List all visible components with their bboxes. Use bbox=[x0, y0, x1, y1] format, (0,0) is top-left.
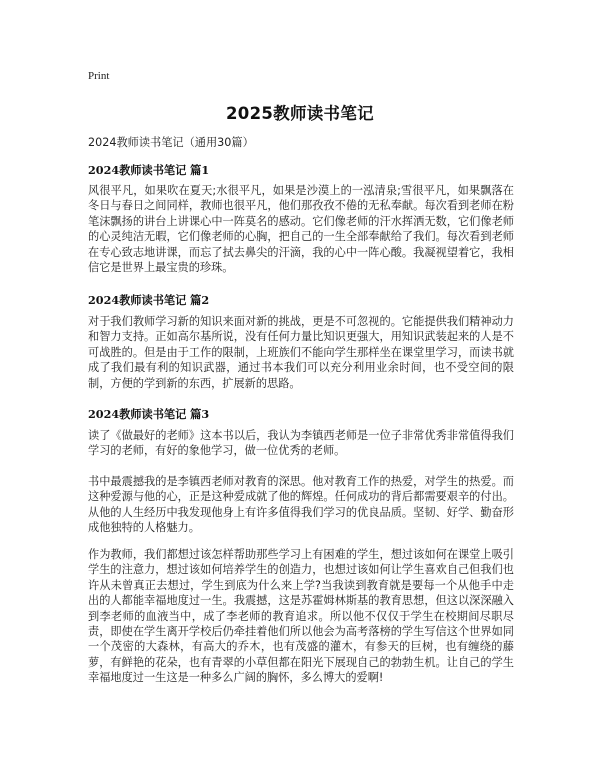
document-subtitle: 2024教师读书笔记（通用30篇） bbox=[88, 136, 254, 149]
paragraph: 书中最震撼我的是李镇西老师对教育的深思。他对教育工作的热爱，对学生的热爱。而这种爱源与他的心，正是这种爱成就了他的辉煌。任何成功的背后都需要艰辛的付出。从他的人生经历中我发现他身上有许多值得我们学习的优良品质。坚韧、好学、勤奋形成他独特的人格魅力。 bbox=[88, 475, 514, 535]
print-link[interactable]: Print bbox=[88, 70, 110, 82]
paragraph: 风很平凡，如果吹在夏天;水很平凡，如果是沙漠上的一泓清泉;雪很平凡，如果飘落在冬日与春日之间同样，教师也很平凡，他们那孜孜不倦的无私奉献。每次看到老师在粉笔沫飘扬的讲台上讲课心中一阵莫名的感动。它们像老师的汗水挥洒无数，它们像老师的心灵纯洁无暇，它们像老师的心胸，把自己的一生全部奉献给了我们。每次看到老师在专心致志地讲课，而忘了拭去鼻尖的汗滴，我的心中一阵心酸。我凝视望着它，我相信它是世界上最宝贵的珍珠。 bbox=[88, 184, 514, 275]
section-heading-3: 2024教师读书笔记 篇3 bbox=[88, 407, 210, 421]
section-heading-2: 2024教师读书笔记 篇2 bbox=[88, 293, 210, 307]
paragraph: 作为教师，我们都想过该怎样帮助那些学习上有困难的学生，想过该如何在课堂上吸引学生的注意力，想过该如何培养学生的创造力，也想过该如何让学生喜欢自己但我们也许从未曾真正去想过，学生到底为什么来上学?当我读到教育就是要每一个从他手中走出的人都能幸福地度过一生。我震撼，这是苏霍姆林斯基的教育思想，但这以深深融入到李老师的血液当中，成了李老师的教育追求。所以他不仅仅于学生在校期间尽职尽责，即使在学生离开学校后仍牵挂着他们所以他会为高考落榜的学生写信这个世界如同一个茂密的大森林，有高大的乔木，也有茂盛的灌木，有参天的巨树，也有缠绕的藤萝，有鲜艳的花朵，也有青翠的小草但都在阳光下展现自己的勃勃生机。让自己的学生幸福地度过一生这是一种多么广阔的胸怀，多么博大的爱啊! bbox=[88, 548, 514, 685]
section-heading-1: 2024教师读书笔记 篇1 bbox=[88, 163, 210, 177]
paragraph: 对于我们教师学习新的知识来面对新的挑战，更是不可忽视的。它能提供我们精神动力和智力支持。正如高尔基所说，没有任何力量比知识更强大，用知识武装起来的人是不可战胜的。但是由于工作的限制，上班族们不能向学生那样坐在课堂里学习，而读书就成了我们最有利的知识武器，通过书本我们可以充分利用业余时间，也不受空间的限制，方便的学到新的东西，扩展新的思路。 bbox=[88, 315, 514, 390]
paragraph: 读了《做最好的老师》这本书以后，我认为李镇西老师是一位子非常优秀非常值得我们学习的老师，有好的象他学习，做一位优秀的老师。 bbox=[88, 429, 514, 458]
document-title: 2025教师读书笔记 bbox=[226, 104, 374, 123]
